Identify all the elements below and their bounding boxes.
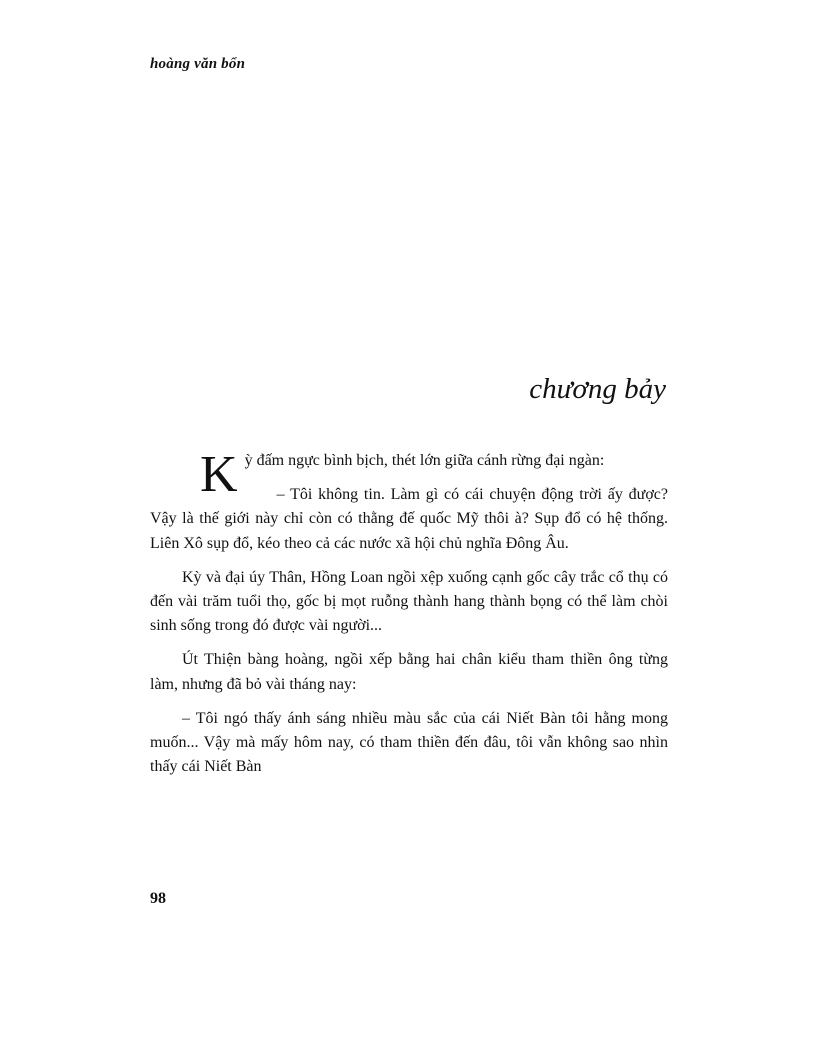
drop-cap: K <box>200 446 237 503</box>
paragraph-1-text: ỳ đấm ngực bình bịch, thét lớn giữa cánh rừng đại ngàn: <box>244 452 605 469</box>
chapter-body <box>150 446 668 789</box>
chapter-title: chương bảy <box>529 373 666 406</box>
paragraph-1 <box>150 446 668 503</box>
paragraph-4: Út Thiện bàng hoàng, ngồi xếp bằng hai chân kiểu tham thiền ông từng làm, nhưng đã bỏ vài tháng nay: <box>150 651 668 693</box>
paragraph-5: – Tôi ngó thấy ánh sáng nhiều màu sắc của cái Niết Bàn tôi hằng mong muốn... Vậy mà mấy hôm nay, có tham thiền đến đâu, tôi vẫn không sao nhìn thấy cái Niết Bàn <box>150 709 668 776</box>
paragraph-2: – Tôi không tin. Làm gì có cái chuyện động trời ấy được? Vậy là thế giới này chỉ còn có thằng đế quốc Mỹ thôi à? Sụp đổ có hệ thống. Liên Xô sụp đổ, kéo theo cả các nước xã hội chủ nghĩa Đông Âu. <box>150 486 668 552</box>
page-number: 98 <box>150 890 166 907</box>
running-head: hoàng văn bổn <box>150 56 246 72</box>
paragraph-3: Kỳ và đại úy Thân, Hồng Loan ngồi xệp xuống cạnh gốc cây trắc cổ thụ có đến vài trăm tuổi thọ, gốc bị mọt ruỗng thành hang thành bọng có thể làm chòi sinh sống trong đó được vài người... <box>150 568 668 635</box>
